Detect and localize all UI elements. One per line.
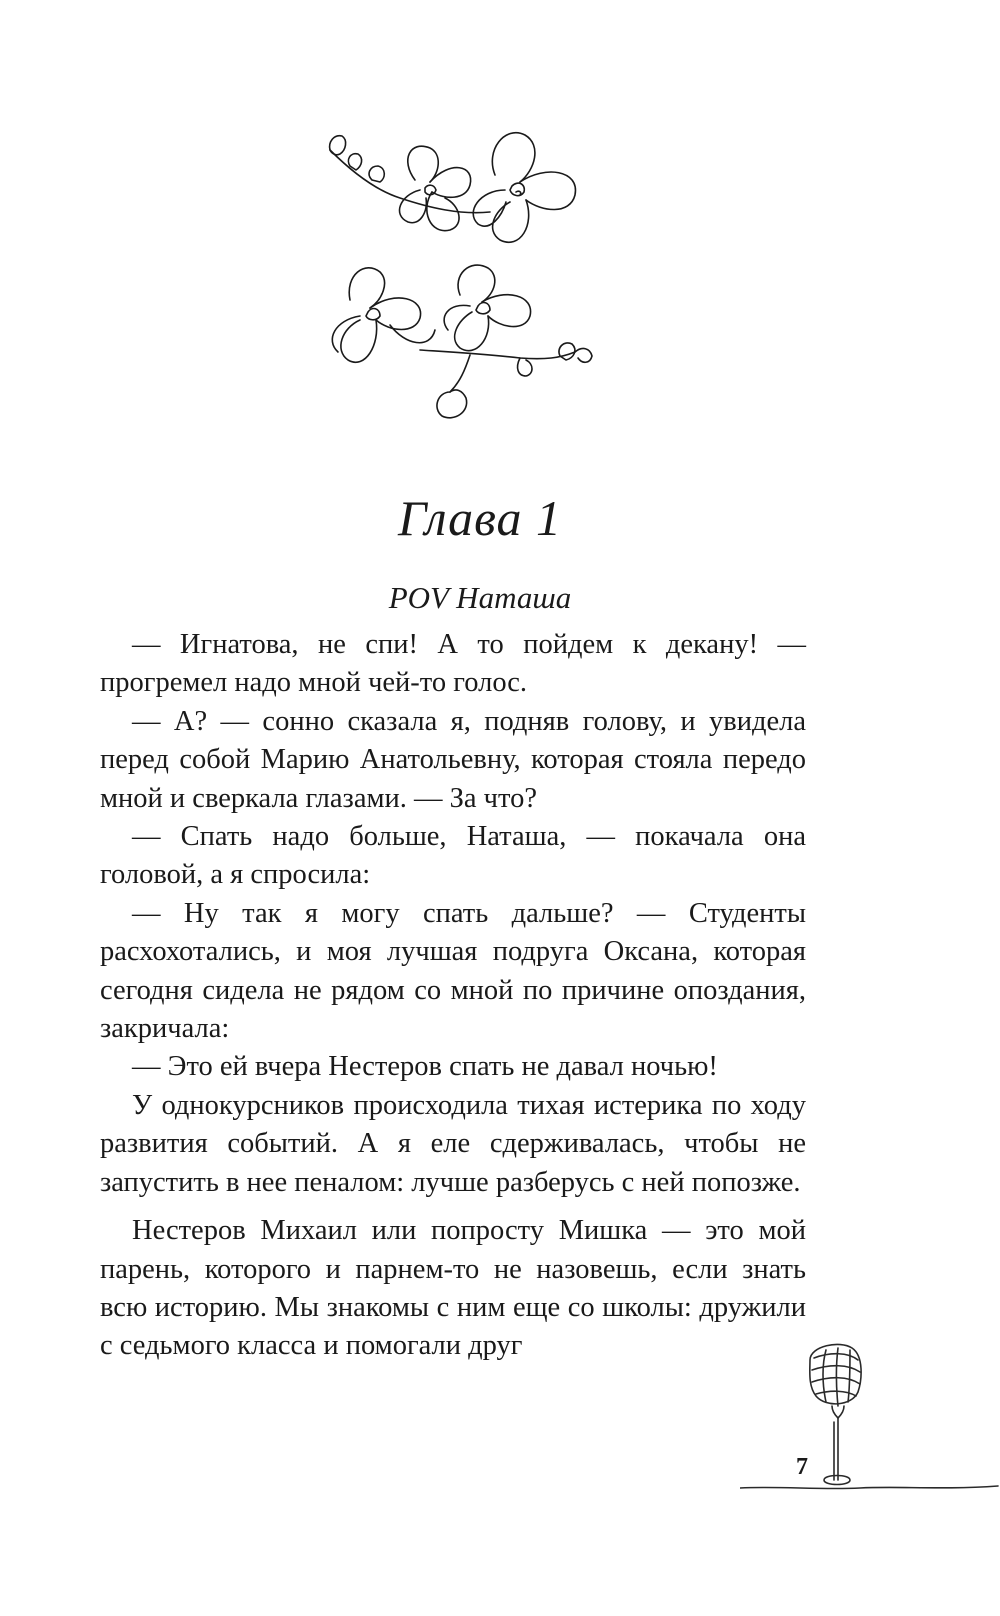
chapter-subtitle: POV Наташа bbox=[388, 580, 572, 615]
body-text bbox=[100, 626, 806, 1366]
paragraph-gap bbox=[100, 1202, 806, 1212]
paragraph: — Игнатова, не спи! А то пойдем к декану! — прогремел надо мной чей-то голос. bbox=[100, 629, 806, 699]
paragraph: Нестеров Михаил или попросту Мишка — это мой парень, которого и парнем-то не назовешь, если знать всю историю. Мы знакомы с ним еще со школы: дружили с седьмого класса и помогали друг bbox=[100, 1215, 806, 1362]
paragraph: У однокурсников происходила тихая истерика по ходу развития событий. А я еле сдерживалась, чтобы не запустить в нее пеналом: лучше разберусь с ней попозже. bbox=[100, 1089, 806, 1198]
microphone-icon bbox=[740, 1340, 1000, 1510]
chapter-title: Глава 1 bbox=[397, 490, 563, 546]
paragraph: — Ну так я могу спать дальше? — Студенты расхохотались, и моя лучшая подруга Оксана, которая сегодня сидела не рядом со мной по причине опоздания, закричала: bbox=[100, 897, 806, 1045]
page-number: 7 bbox=[796, 1454, 808, 1480]
paragraph: — Это ей вчера Нестеров спать не давал ночью! bbox=[132, 1051, 718, 1083]
paragraph: — Спать надо больше, Наташа, — покачала она головой, а я спросила: bbox=[100, 821, 806, 891]
paragraph: — А? — сонно сказала я, подняв голову, и увидела перед собой Марию Анатольевну, которая стояла передо мной и сверкала глазами. — За что? bbox=[100, 705, 806, 814]
orchid-ornament-icon bbox=[320, 120, 600, 420]
